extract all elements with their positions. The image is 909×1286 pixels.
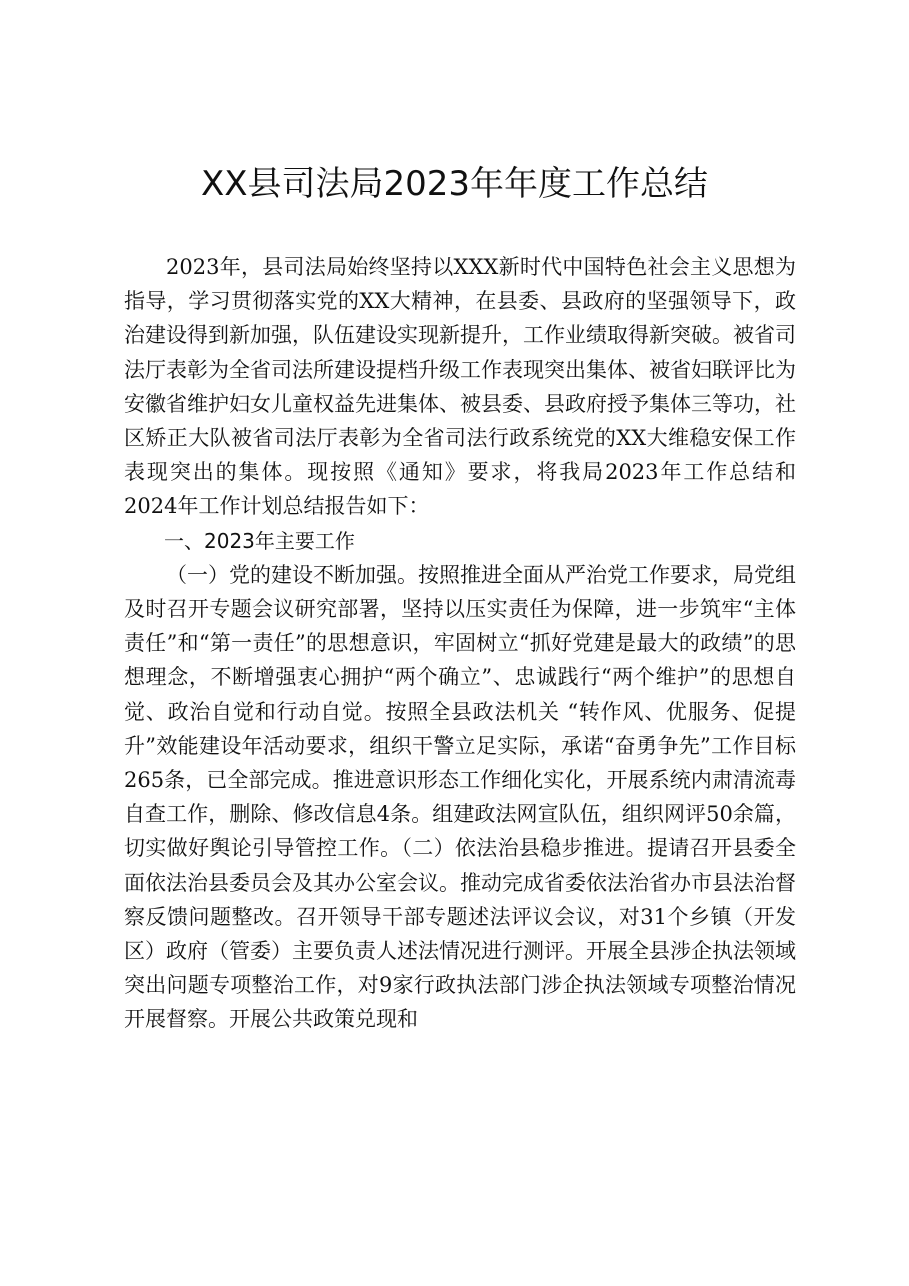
- document-title: XX县司法局2023年年度工作总结: [200, 164, 709, 204]
- section-heading: 一、2023年主要工作: [164, 528, 355, 553]
- intro-paragraph: 2023年，县司法局始终坚持以XXX新时代中国特色社会主义思想为指导，学习贯彻落实党的XX大精神，在县委、县政府的坚强领导下，政治建设得到新加强，队伍建设实现新提升，工作业绩取得新突破。被省司法厅表彰为全省司法所建设提档升级工作表现突出集体、被省妇联评比为安徽省维护妇女儿童权益先进集体、被县委、县政府授予集体三等功，社区矫正大队被省司法厅表彰为全省司法行政系统党的XX大维稳安保工作表现突出的集体。现按照《通知》要求，将我局2023年工作总结和2024年工作计划总结报告如下：: [124, 255, 796, 519]
- section-paragraph: （一）党的建设不断加强。按照推进全面从严治党工作要求，局党组及时召开专题会议研究部署，坚持以压实责任为保障，进一步筑牢“主体责任”和“第一责任”的思想意识，牢固树立“抓好党建是最大的政绩”的思想理念，不断增强衷心拥护“两个确立”、忠诚践行“两个维护”的思想自觉、政治自觉和行动自觉。按照全县政法机关 “转作风、优服务、促提升”效能建设年活动要求，组织干警立足实际，承诺“奋勇争先”工作目标265条，已全部完成。推进意识形态工作细化实化，开展系统内肃清流毒自查工作，删除、修改信息4条。组建政法网宣队伍，组织网评50余篇，切实做好舆论引导管控工作。（二）依法治县稳步推进。提请召开县委全面依法治县委员会及其办公室会议。推动完成省委依法治省办市县法治督察反馈问题整改。召开领导干部专题述法评议会议，对31个乡镇（开发区）政府（管委）主要负责人述法情况进行测评。开展全县涉企执法领域突出问题专项整治工作，对9家行政执法部门涉企执法领域专项整治情况开展督察。开展公共政策兑现和: [124, 562, 796, 1032]
- document-body: [124, 250, 796, 1037]
